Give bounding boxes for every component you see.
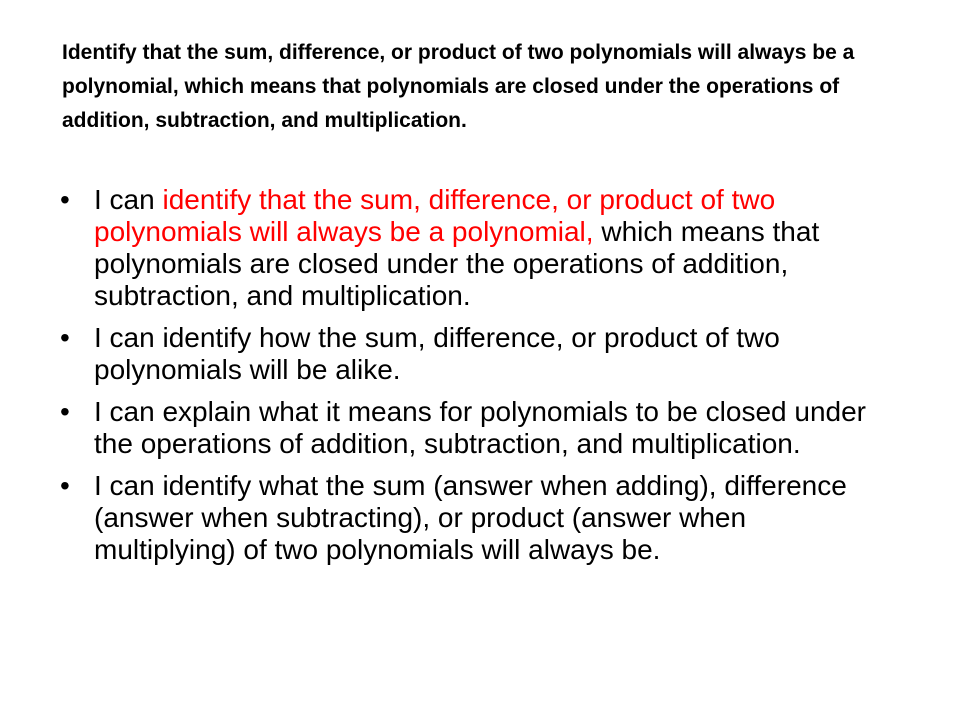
bullet-item-2 bbox=[60, 322, 890, 386]
bullet-marker: • bbox=[60, 470, 70, 501]
bullet-item-4 bbox=[60, 470, 890, 566]
bullet-3-text: I can explain what it means for polynomials to be closed under the operations of addition, subtraction, and multiplication. bbox=[94, 396, 866, 459]
bullet-marker: • bbox=[60, 322, 70, 353]
bullet-list bbox=[60, 184, 890, 576]
bullet-1-highlight: identify that the sum, difference, or product of two polynomials will always be a polynomial, bbox=[94, 184, 776, 247]
bullet-2-text: I can identify how the sum, difference, or product of two polynomials will be alike. bbox=[94, 322, 780, 385]
bullet-1-rest: which means that polynomials are closed under the operations of addition, subtraction, and multiplication. bbox=[94, 216, 820, 311]
bullet-item-1 bbox=[60, 184, 890, 312]
bullet-1-prefix: I can bbox=[94, 184, 163, 215]
bullet-item-3 bbox=[60, 396, 890, 460]
bullet-4-text: I can identify what the sum (answer when adding), difference (answer when subtracting), or product (answer when multiplying) of two polynomials will always be. bbox=[94, 470, 847, 565]
bullet-marker: • bbox=[60, 184, 70, 215]
slide-heading: Identify that the sum, difference, or product of two polynomials will always be a polynomial, which means that polynomials are closed under the operations of addition, subtraction, and multiplication. bbox=[62, 41, 855, 132]
bullet-marker: • bbox=[60, 396, 70, 427]
